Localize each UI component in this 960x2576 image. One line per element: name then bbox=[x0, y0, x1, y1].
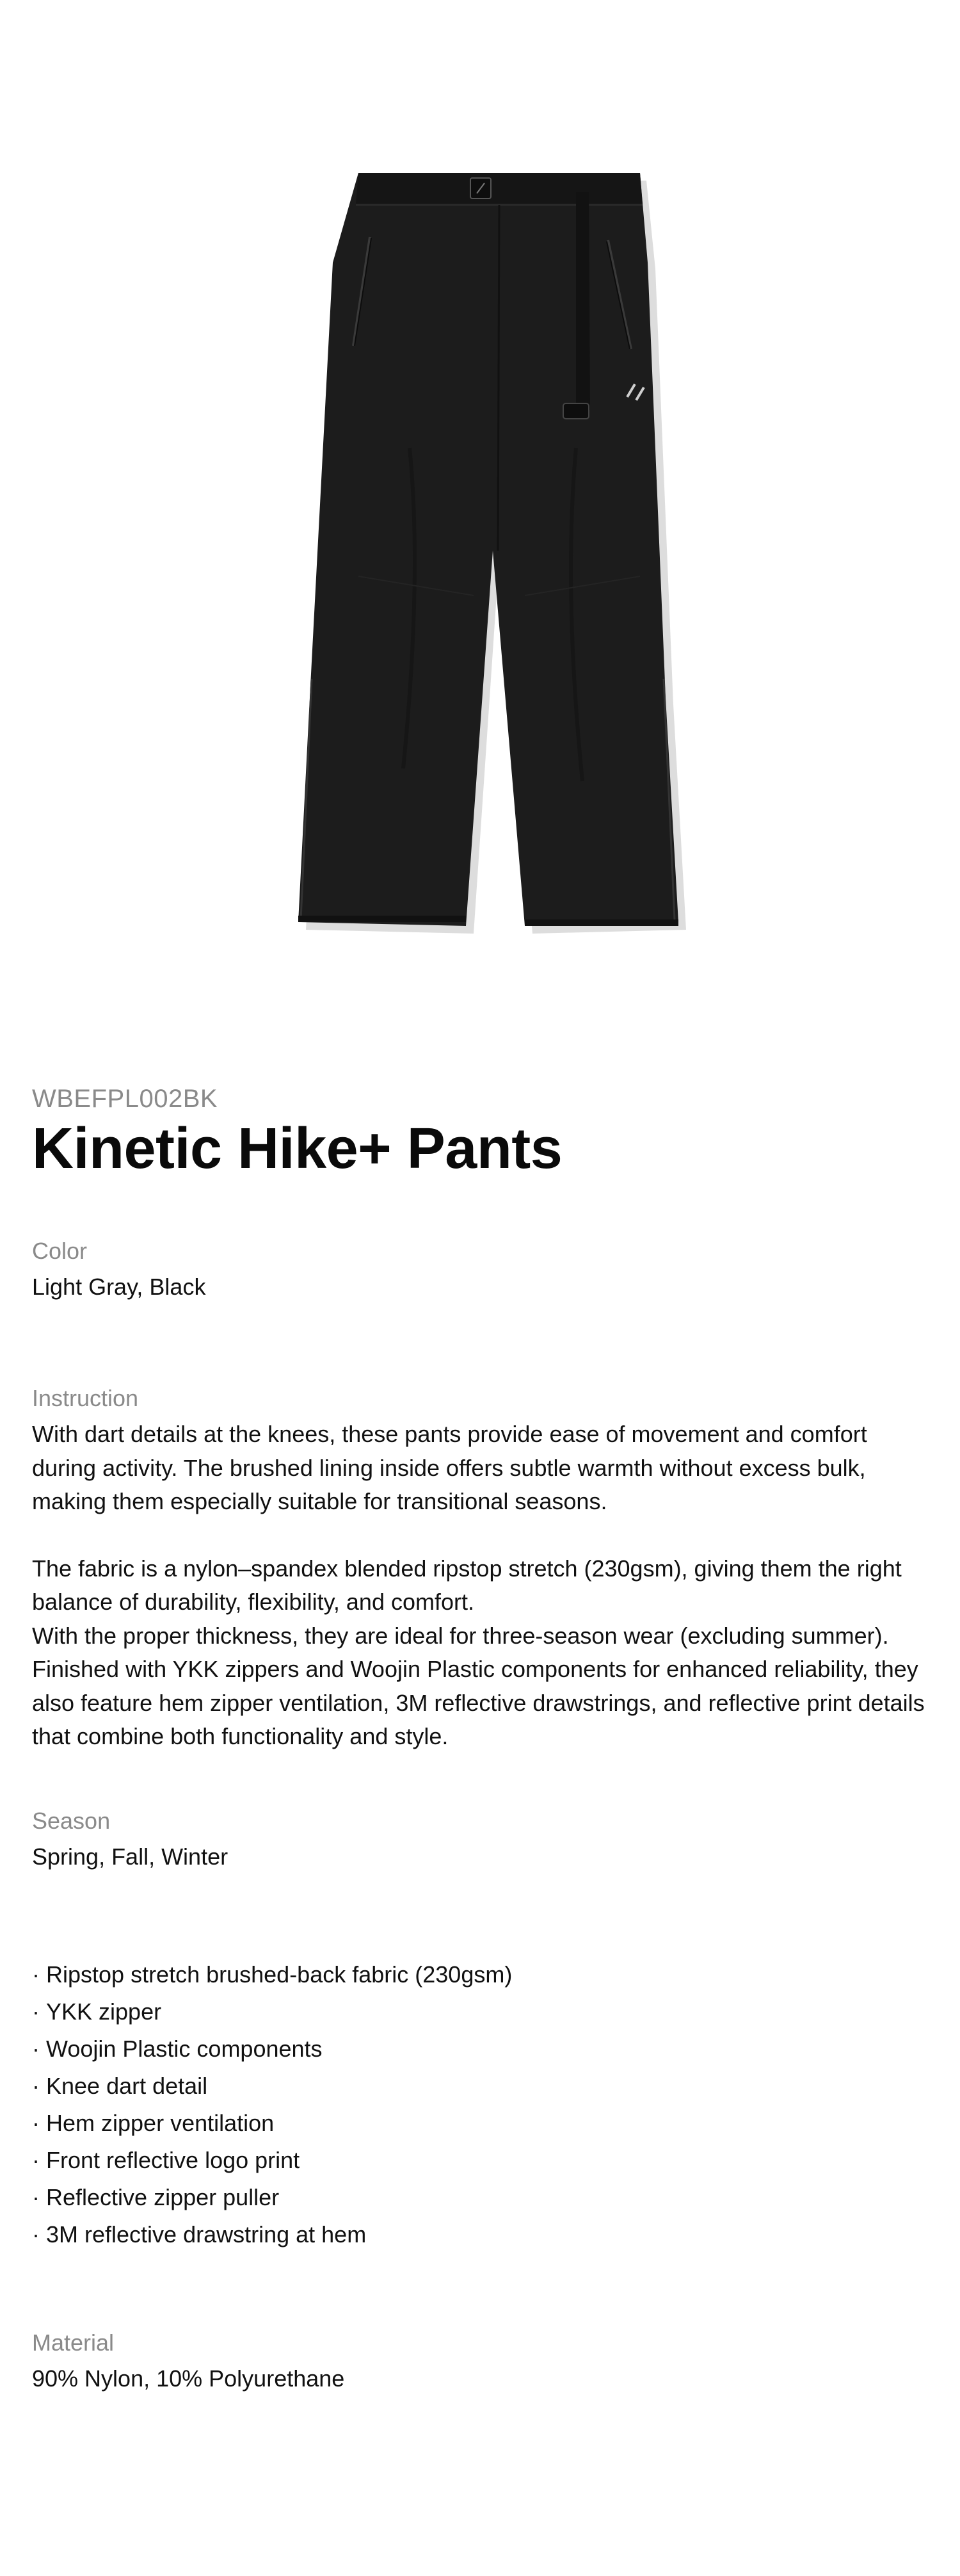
product-image-area bbox=[0, 0, 960, 1025]
product-details bbox=[32, 1082, 928, 2392]
product-title: Kinetic Hike+ Pants bbox=[32, 1117, 563, 1181]
feature-item: · Reflective zipper puller bbox=[32, 2179, 512, 2216]
feature-item: · Woojin Plastic components bbox=[32, 2030, 512, 2068]
color-section bbox=[32, 1236, 205, 1304]
instruction-label: Instruction bbox=[32, 1385, 139, 1411]
features-section bbox=[32, 1956, 512, 2253]
material-label: Material bbox=[32, 2329, 115, 2356]
feature-item: · YKK zipper bbox=[32, 1993, 512, 2030]
bullet-icon: · bbox=[32, 2147, 40, 2173]
bullet-icon: · bbox=[32, 2184, 40, 2210]
feature-item: · 3M reflective drawstring at hem bbox=[32, 2216, 512, 2253]
bullet-icon: · bbox=[32, 2221, 40, 2248]
instruction-paragraph-2: The fabric is a nylon–spandex blended ripstop stretch (230gsm), giving them the right balance of durability, flexibility, and comfort. bbox=[32, 1555, 902, 1615]
bullet-icon: · bbox=[32, 1998, 40, 2025]
season-label: Season bbox=[32, 1808, 111, 1834]
bullet-icon: · bbox=[32, 1961, 40, 1988]
instruction-section bbox=[32, 1383, 928, 1754]
color-value: Light Gray, Black bbox=[32, 1274, 206, 1300]
material-value: 90% Nylon, 10% Polyurethane bbox=[32, 2365, 345, 2392]
bullet-icon: · bbox=[32, 2110, 40, 2136]
feature-item: · Knee dart detail bbox=[32, 2068, 512, 2105]
color-label: Color bbox=[32, 1238, 88, 1264]
feature-list bbox=[32, 1956, 512, 2253]
feature-item: · Ripstop stretch brushed-back fabric (230gsm) bbox=[32, 1956, 512, 1993]
season-section bbox=[32, 1806, 228, 1874]
season-value: Spring, Fall, Winter bbox=[32, 1843, 228, 1870]
black-hiking-pants-image bbox=[0, 0, 960, 1025]
bullet-icon: · bbox=[32, 2073, 40, 2099]
product-sku: WBEFPL002BK bbox=[32, 1085, 218, 1113]
instruction-paragraph-3: With the proper thickness, they are ideal for three-season wear (excluding summer). Finished with YKK zippers and Woojin Plastic components for enhanced reliability, they also feature hem zipper ventilation, 3M reflective drawstrings, and reflective print details that combine both functionality and style. bbox=[32, 1622, 925, 1749]
instruction-paragraph-1: With dart details at the knees, these pants provide ease of movement and comfort during activity. The brushed lining inside offers subtle warmth without excess bulk, making them especially suitable for transitional seasons. bbox=[32, 1421, 867, 1514]
material-section bbox=[32, 2328, 344, 2395]
bullet-icon: · bbox=[32, 2036, 40, 2062]
feature-item: · Front reflective logo print bbox=[32, 2142, 512, 2179]
feature-item: · Hem zipper ventilation bbox=[32, 2105, 512, 2142]
